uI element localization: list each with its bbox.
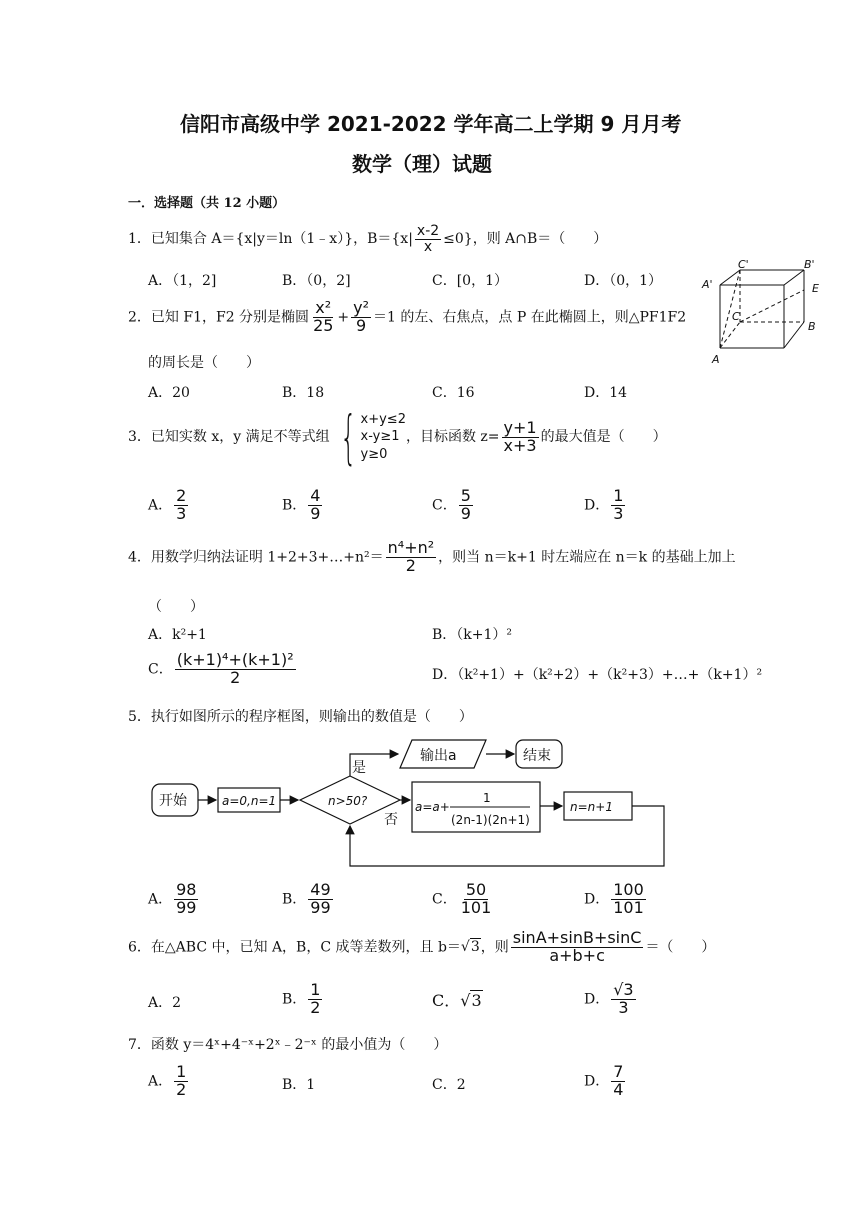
q6-option-b[interactable]: B． $\frac{1}{2}$	[282, 980, 321, 1017]
prism-label-c1: C'	[738, 260, 749, 271]
question-2: 2．已知 F1，F2 分别是椭圆 $\frac{\text{x²}}{25}$ + $\frac{\text{y²}}{9}$ ＝1 的左、右焦点，点 P 在此椭圆上，则△PF1F2	[128, 298, 687, 335]
q1-option-b[interactable]: B．（0，2]	[282, 273, 351, 289]
flowchart	[150, 732, 670, 872]
prism-label-b: B	[808, 320, 816, 333]
q2-option-c[interactable]: C．16	[432, 385, 475, 401]
question-7: 7．函数 y＝4ˣ+4⁻ˣ+2ˣ﹣2⁻ˣ 的最小值为（ ）	[128, 1037, 448, 1053]
q7-option-a[interactable]: A． $\frac{1}{2}$	[148, 1062, 187, 1099]
question-5: 5．执行如图所示的程序框图，则输出的数值是（ ）	[128, 709, 473, 725]
section-heading: 一．选择题（共 12 小题）	[128, 196, 286, 211]
q1-option-c[interactable]: C．[0，1）	[432, 273, 508, 289]
question-6: 6．在△ABC 中，已知 A，B，C 成等差数列，且 b＝√3，则 $\frac{\sin A+\sin B+\sin C}{a+b+c}$ ＝（ ）	[128, 928, 716, 965]
q1-option-d[interactable]: D．（0，1）	[584, 273, 663, 289]
prism-figure	[700, 260, 830, 368]
q2-line-2: 的周长是（ ）	[148, 355, 260, 371]
q6-option-a[interactable]: A．2	[148, 995, 182, 1011]
q4-option-d[interactable]: D．（k²+1）+（k²+2）+（k²+3）+…+（k+1）²	[432, 667, 763, 683]
question-3: 3．已知实数 x，y 满足不等式组 { x+y≤2 x-y≥1 y≥0 ，目标函数 z= $\frac{y+1}{x+3}$ 的最大值是（ ）	[128, 403, 667, 471]
q3-option-c[interactable]: C． $\frac{5}{9}$	[432, 486, 471, 523]
prism-label-e: E	[812, 282, 819, 295]
q3-option-b[interactable]: B． $\frac{4}{9}$	[282, 486, 321, 523]
flow-end-label: 结束	[523, 748, 551, 764]
q4-line-2: （ ）	[148, 599, 204, 615]
flow-update-pre: a=a+	[415, 800, 450, 814]
flow-output-label: 输出a	[420, 748, 457, 764]
q3-inequality-system: { x+y≤2 x-y≥1 y≥0	[339, 403, 406, 471]
q2-option-d[interactable]: D．14	[584, 385, 628, 401]
q5-option-a[interactable]: A． $\frac{98}{99}$	[148, 880, 197, 917]
flow-incr-label: n=n+1	[570, 800, 613, 814]
q7-option-c[interactable]: C．2	[432, 1077, 466, 1093]
prism-label-c: C	[732, 310, 740, 323]
flow-cond-label: n>50?	[328, 794, 368, 808]
q4-option-c[interactable]: C． $\frac{\text{(k+1)⁴+(k+1)²}}{2}$	[148, 650, 294, 687]
question-1	[128, 224, 607, 254]
prism-label-a: A	[712, 353, 720, 366]
q5-option-d[interactable]: D． $\frac{100}{101}$	[584, 880, 644, 917]
q7-option-d[interactable]: D． $\frac{7}{4}$	[584, 1062, 624, 1099]
flow-init-label: a=0,n=1	[222, 794, 277, 808]
q1-option-a[interactable]: A．（1，2]	[148, 273, 217, 289]
flow-update-num: 1	[483, 791, 491, 805]
q6-option-c[interactable]: C．√3	[432, 991, 482, 1010]
question-4: 4．用数学归纳法证明 1+2+3+…+n²＝ $\frac{\text{n⁴+n²}}{2}$ ，则当 n＝k+1 时左端应在 n＝k 的基础上加上	[128, 538, 736, 575]
flow-no-label: 否	[384, 812, 398, 828]
q3-option-d[interactable]: D． $\frac{1}{3}$	[584, 486, 624, 523]
q4-option-b[interactable]: B．（k+1）²	[432, 627, 513, 643]
q1-fraction: $\frac{x-2}{x}$	[416, 223, 440, 255]
q1-text-post: ≤0}，则 A∩B＝（ ）	[443, 231, 608, 248]
flow-update-den: (2n-1)(2n+1)	[451, 813, 530, 827]
prism-label-a1: A'	[702, 278, 713, 291]
flow-yes-label: 是	[352, 760, 366, 776]
q3-option-a[interactable]: A． $\frac{2}{3}$	[148, 486, 187, 523]
q2-option-b[interactable]: B．18	[282, 385, 325, 401]
q6-option-d[interactable]: D． $\frac{√3}{3}$	[584, 980, 634, 1017]
q5-option-c[interactable]: C． $\frac{50}{101}$	[432, 880, 492, 917]
q6-sqrt: √3	[460, 939, 480, 956]
q7-option-b[interactable]: B．1	[282, 1077, 316, 1093]
flow-start-label: 开始	[159, 793, 187, 809]
q1-text-pre: 1．已知集合 A＝{x|y＝ln（1﹣x）}，B＝{x|	[128, 231, 413, 248]
page-title: 信阳市高级中学 2021-2022 学年高二上学期 9 月月考	[180, 112, 682, 136]
q2-option-a[interactable]: A．20	[148, 385, 190, 401]
q4-option-a[interactable]: A．k²+1	[148, 627, 207, 643]
prism-label-b1: B'	[804, 260, 815, 271]
q5-option-b[interactable]: B． $\frac{49}{99}$	[282, 880, 331, 917]
page-subtitle: 数学（理）试题	[352, 152, 492, 176]
